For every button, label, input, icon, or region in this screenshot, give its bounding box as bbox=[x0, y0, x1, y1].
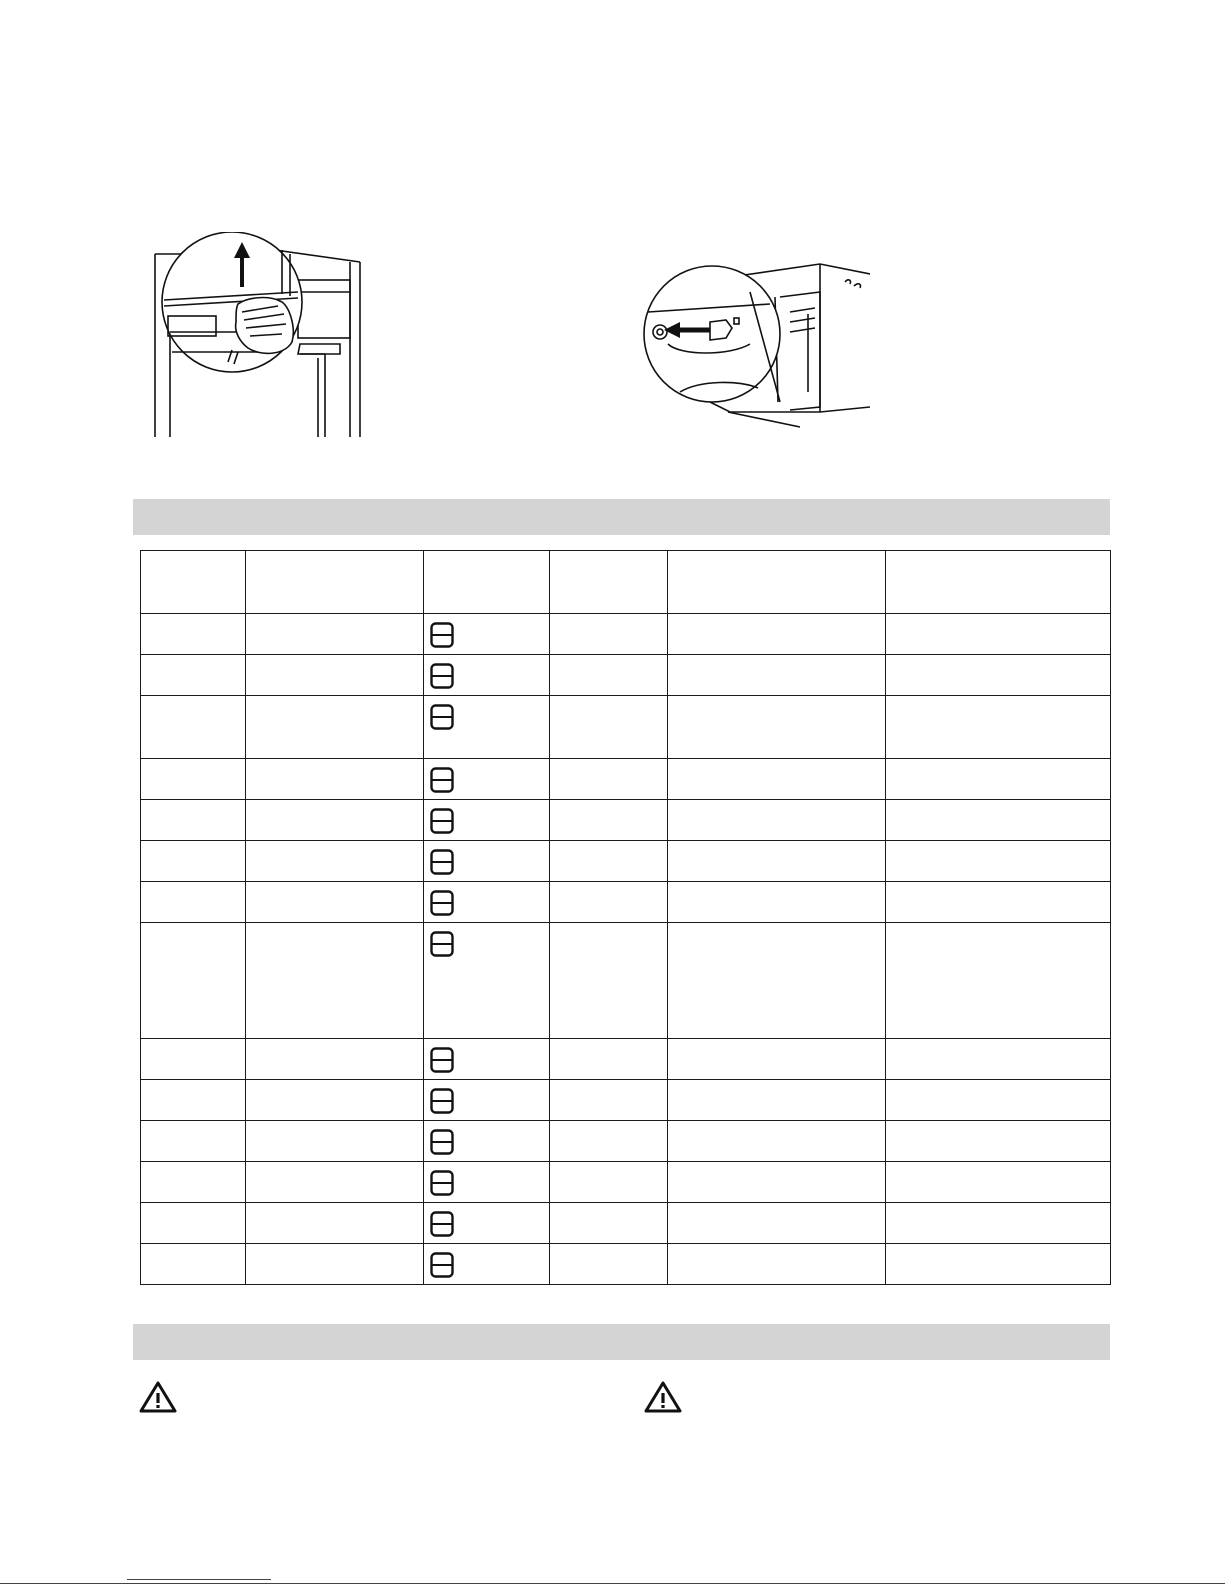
table-cell bbox=[424, 841, 550, 882]
table-cell bbox=[668, 655, 886, 696]
oven-shelf-icon bbox=[430, 808, 454, 834]
table-cell bbox=[886, 1121, 1111, 1162]
table-cell bbox=[668, 1080, 886, 1121]
table-cell bbox=[550, 800, 668, 841]
table-cell bbox=[886, 923, 1111, 1039]
table-row bbox=[141, 1244, 1111, 1285]
table-cell bbox=[141, 1162, 246, 1203]
table-cell bbox=[141, 800, 246, 841]
table-cell bbox=[886, 1203, 1111, 1244]
table-cell bbox=[141, 655, 246, 696]
table-cell bbox=[668, 800, 886, 841]
table-cell bbox=[668, 1121, 886, 1162]
table-cell bbox=[668, 841, 886, 882]
table-cell bbox=[246, 655, 424, 696]
table-cell bbox=[550, 759, 668, 800]
table-cell bbox=[424, 1121, 550, 1162]
footer-rule bbox=[0, 1583, 1225, 1584]
header-cell bbox=[141, 551, 246, 614]
table-cell bbox=[886, 800, 1111, 841]
footer-link[interactable] bbox=[127, 1579, 271, 1580]
table-cell bbox=[550, 923, 668, 1039]
table-cell bbox=[550, 696, 668, 759]
table-cell bbox=[141, 882, 246, 923]
table-cell bbox=[886, 655, 1111, 696]
oven-shelf-icon bbox=[430, 1047, 454, 1073]
oven-shelf-icon bbox=[430, 1211, 454, 1237]
section-header-bar bbox=[133, 1324, 1110, 1360]
table-row bbox=[141, 1203, 1111, 1244]
table-cell bbox=[141, 1039, 246, 1080]
oven-shelf-icon bbox=[430, 1252, 454, 1278]
table-cell bbox=[668, 923, 886, 1039]
table-cell bbox=[141, 1203, 246, 1244]
table-cell bbox=[424, 1080, 550, 1121]
header-cell bbox=[886, 551, 1111, 614]
table-cell bbox=[550, 1244, 668, 1285]
table-cell bbox=[246, 841, 424, 882]
header-cell bbox=[668, 551, 886, 614]
table-cell bbox=[246, 759, 424, 800]
table-row bbox=[141, 800, 1111, 841]
table-header-row bbox=[141, 551, 1111, 614]
table-cell bbox=[141, 1121, 246, 1162]
table-cell bbox=[246, 800, 424, 841]
table-cell bbox=[246, 696, 424, 759]
oven-shelf-icon bbox=[430, 1170, 454, 1196]
table-cell bbox=[886, 1039, 1111, 1080]
table-cell bbox=[141, 759, 246, 800]
table-cell bbox=[246, 1080, 424, 1121]
data-table bbox=[140, 550, 1111, 1285]
table-cell bbox=[246, 1121, 424, 1162]
warning-icon bbox=[643, 1380, 683, 1414]
table-row bbox=[141, 614, 1111, 655]
table-cell bbox=[668, 1039, 886, 1080]
table-cell bbox=[246, 1203, 424, 1244]
table-row bbox=[141, 1039, 1111, 1080]
table-cell bbox=[246, 1039, 424, 1080]
table-cell bbox=[424, 614, 550, 655]
table-cell bbox=[246, 1162, 424, 1203]
oven-shelf-icon bbox=[430, 767, 454, 793]
table-cell bbox=[424, 1244, 550, 1285]
warning-icon bbox=[138, 1380, 178, 1414]
section-header-bar bbox=[133, 499, 1110, 535]
table-cell bbox=[246, 1244, 424, 1285]
header-cell bbox=[550, 551, 668, 614]
table-cell bbox=[246, 882, 424, 923]
door-lift-illustration bbox=[150, 232, 370, 442]
table-row bbox=[141, 923, 1111, 1039]
table-cell bbox=[141, 1244, 246, 1285]
table-cell bbox=[886, 882, 1111, 923]
table-cell bbox=[668, 882, 886, 923]
table-cell bbox=[550, 1162, 668, 1203]
table-row bbox=[141, 1162, 1111, 1203]
table-cell bbox=[550, 1203, 668, 1244]
table-cell bbox=[668, 696, 886, 759]
table-cell bbox=[424, 1203, 550, 1244]
oven-shelf-icon bbox=[430, 622, 454, 648]
oven-shelf-icon bbox=[430, 931, 454, 957]
table-cell bbox=[886, 1162, 1111, 1203]
header-cell bbox=[246, 551, 424, 614]
table-cell bbox=[550, 841, 668, 882]
table-cell bbox=[424, 923, 550, 1039]
oven-shelf-icon bbox=[430, 890, 454, 916]
table-cell bbox=[424, 655, 550, 696]
table-row bbox=[141, 655, 1111, 696]
table-cell bbox=[550, 1080, 668, 1121]
table-cell bbox=[246, 614, 424, 655]
table-cell bbox=[550, 882, 668, 923]
table-cell bbox=[550, 1121, 668, 1162]
table-cell bbox=[424, 696, 550, 759]
oven-shelf-icon bbox=[430, 704, 454, 730]
table-cell bbox=[886, 1080, 1111, 1121]
table-cell bbox=[141, 923, 246, 1039]
table-cell bbox=[550, 655, 668, 696]
table-row bbox=[141, 841, 1111, 882]
table-cell bbox=[668, 759, 886, 800]
table-row bbox=[141, 882, 1111, 923]
header-cell bbox=[424, 551, 550, 614]
oven-shelf-icon bbox=[430, 663, 454, 689]
table-cell bbox=[886, 614, 1111, 655]
table-row bbox=[141, 1080, 1111, 1121]
table-row bbox=[141, 759, 1111, 800]
oven-shelf-icon bbox=[430, 1088, 454, 1114]
lamp-cover-removal-illustration bbox=[640, 252, 870, 432]
table-cell bbox=[668, 1203, 886, 1244]
table-row bbox=[141, 696, 1111, 759]
oven-shelf-icon bbox=[430, 849, 454, 875]
table-cell bbox=[668, 1244, 886, 1285]
table-cell bbox=[424, 882, 550, 923]
table-cell bbox=[668, 614, 886, 655]
table-cell bbox=[886, 696, 1111, 759]
oven-shelf-icon bbox=[430, 1129, 454, 1155]
table-cell bbox=[550, 1039, 668, 1080]
table-cell bbox=[141, 614, 246, 655]
table-cell bbox=[424, 800, 550, 841]
table-cell bbox=[424, 759, 550, 800]
table-cell bbox=[886, 1244, 1111, 1285]
table-cell bbox=[886, 841, 1111, 882]
table-cell bbox=[246, 923, 424, 1039]
table-cell bbox=[668, 1162, 886, 1203]
table-cell bbox=[141, 1080, 246, 1121]
table-row bbox=[141, 1121, 1111, 1162]
table-cell bbox=[886, 759, 1111, 800]
table-cell bbox=[424, 1039, 550, 1080]
table-cell bbox=[141, 696, 246, 759]
table-cell bbox=[550, 614, 668, 655]
table-cell bbox=[141, 841, 246, 882]
table-cell bbox=[424, 1162, 550, 1203]
